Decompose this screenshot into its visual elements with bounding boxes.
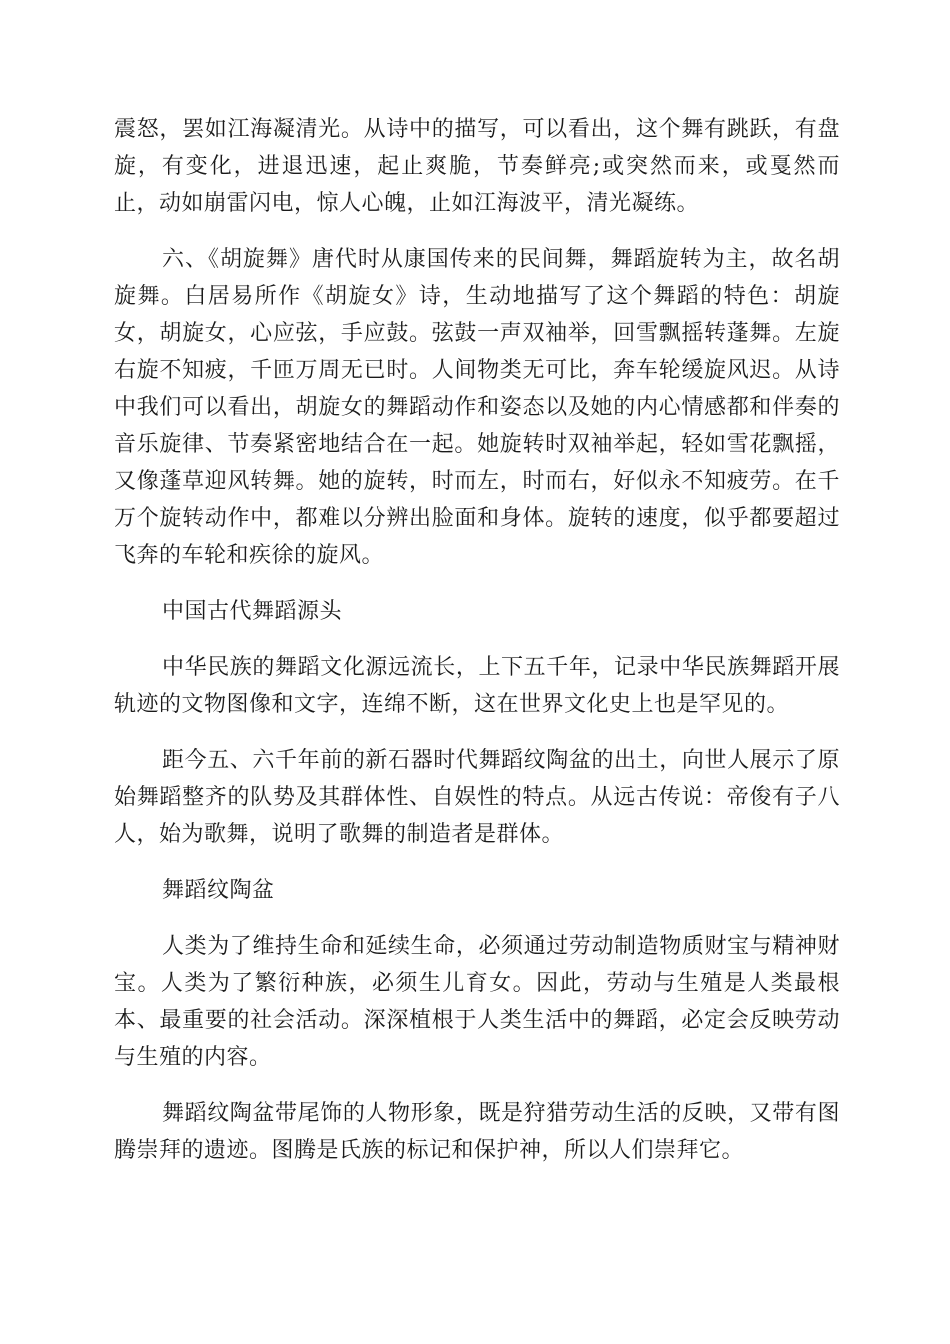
section-heading-pottery-basin: 舞蹈纹陶盆	[162, 878, 275, 903]
paragraph-continuation: 震怒，罢如江海凝清光。从诗中的描写，可以看出，这个舞有跳跃，有盘旋，有变化，进退迅速，起止爽脆，节奏鲜亮;或突然而来，或戛然而止，动如崩雷闪电，惊人心魄，止如江海波平，清光凝练。	[114, 117, 840, 216]
paragraph-dance-culture: 中华民族的舞蹈文化源远流长，上下五千年，记录中华民族舞蹈开展轨迹的文物图像和文字，连绵不断，这在世界文化史上也是罕见的。	[114, 655, 840, 717]
section-heading-dance-origin: 中国古代舞蹈源头	[162, 599, 343, 624]
paragraph-neolithic-basin: 距今五、六千年前的新石器时代舞蹈纹陶盆的出土，向世人展示了原始舞蹈整齐的队势及其群体性、自娱性的特点。从远古传说：帝俊有子八人，始为歌舞，说明了歌舞的制造者是群体。	[114, 748, 840, 847]
document-body	[114, 111, 840, 1188]
paragraph-labor-reproduction: 人类为了维持生命和延续生命，必须通过劳动制造物质财宝与精神财宝。人类为了繁衍种族，必须生儿育女。因此，劳动与生殖是人类最根本、最重要的社会活动。深深植根于人类生活中的舞蹈，必定会反映劳动与生殖的内容。	[114, 934, 840, 1070]
paragraph-totem: 舞蹈纹陶盆带尾饰的人物形象，既是狩猎劳动生活的反映，又带有图腾崇拜的遗迹。图腾是氏族的标记和保护神，所以人们崇拜它。	[114, 1101, 840, 1163]
paragraph-huxuan-dance: 六、《胡旋舞》唐代时从康国传来的民间舞，舞蹈旋转为主，故名胡旋舞。白居易所作《胡旋女》诗，生动地描写了这个舞蹈的特色：胡旋女，胡旋女，心应弦，手应鼓。弦鼓一声双袖举，回雪飘摇转蓬舞。左旋右旋不知疲，千匝万周无已时。人间物类无可比，奔车轮缓旋风迟。从诗中我们可以看出，胡旋女的舞蹈动作和姿态以及她的内心情感都和伴奏的音乐旋律、节奏紧密地结合在一起。她旋转时双袖举起，轻如雪花飘摇，又像蓬草迎风转舞。她的旋转，时而左，时而右，好似永不知疲劳。在千万个旋转动作中，都难以分辨出脸面和身体。旋转的速度，似乎都要超过飞奔的车轮和疾徐的旋风。	[114, 247, 840, 568]
